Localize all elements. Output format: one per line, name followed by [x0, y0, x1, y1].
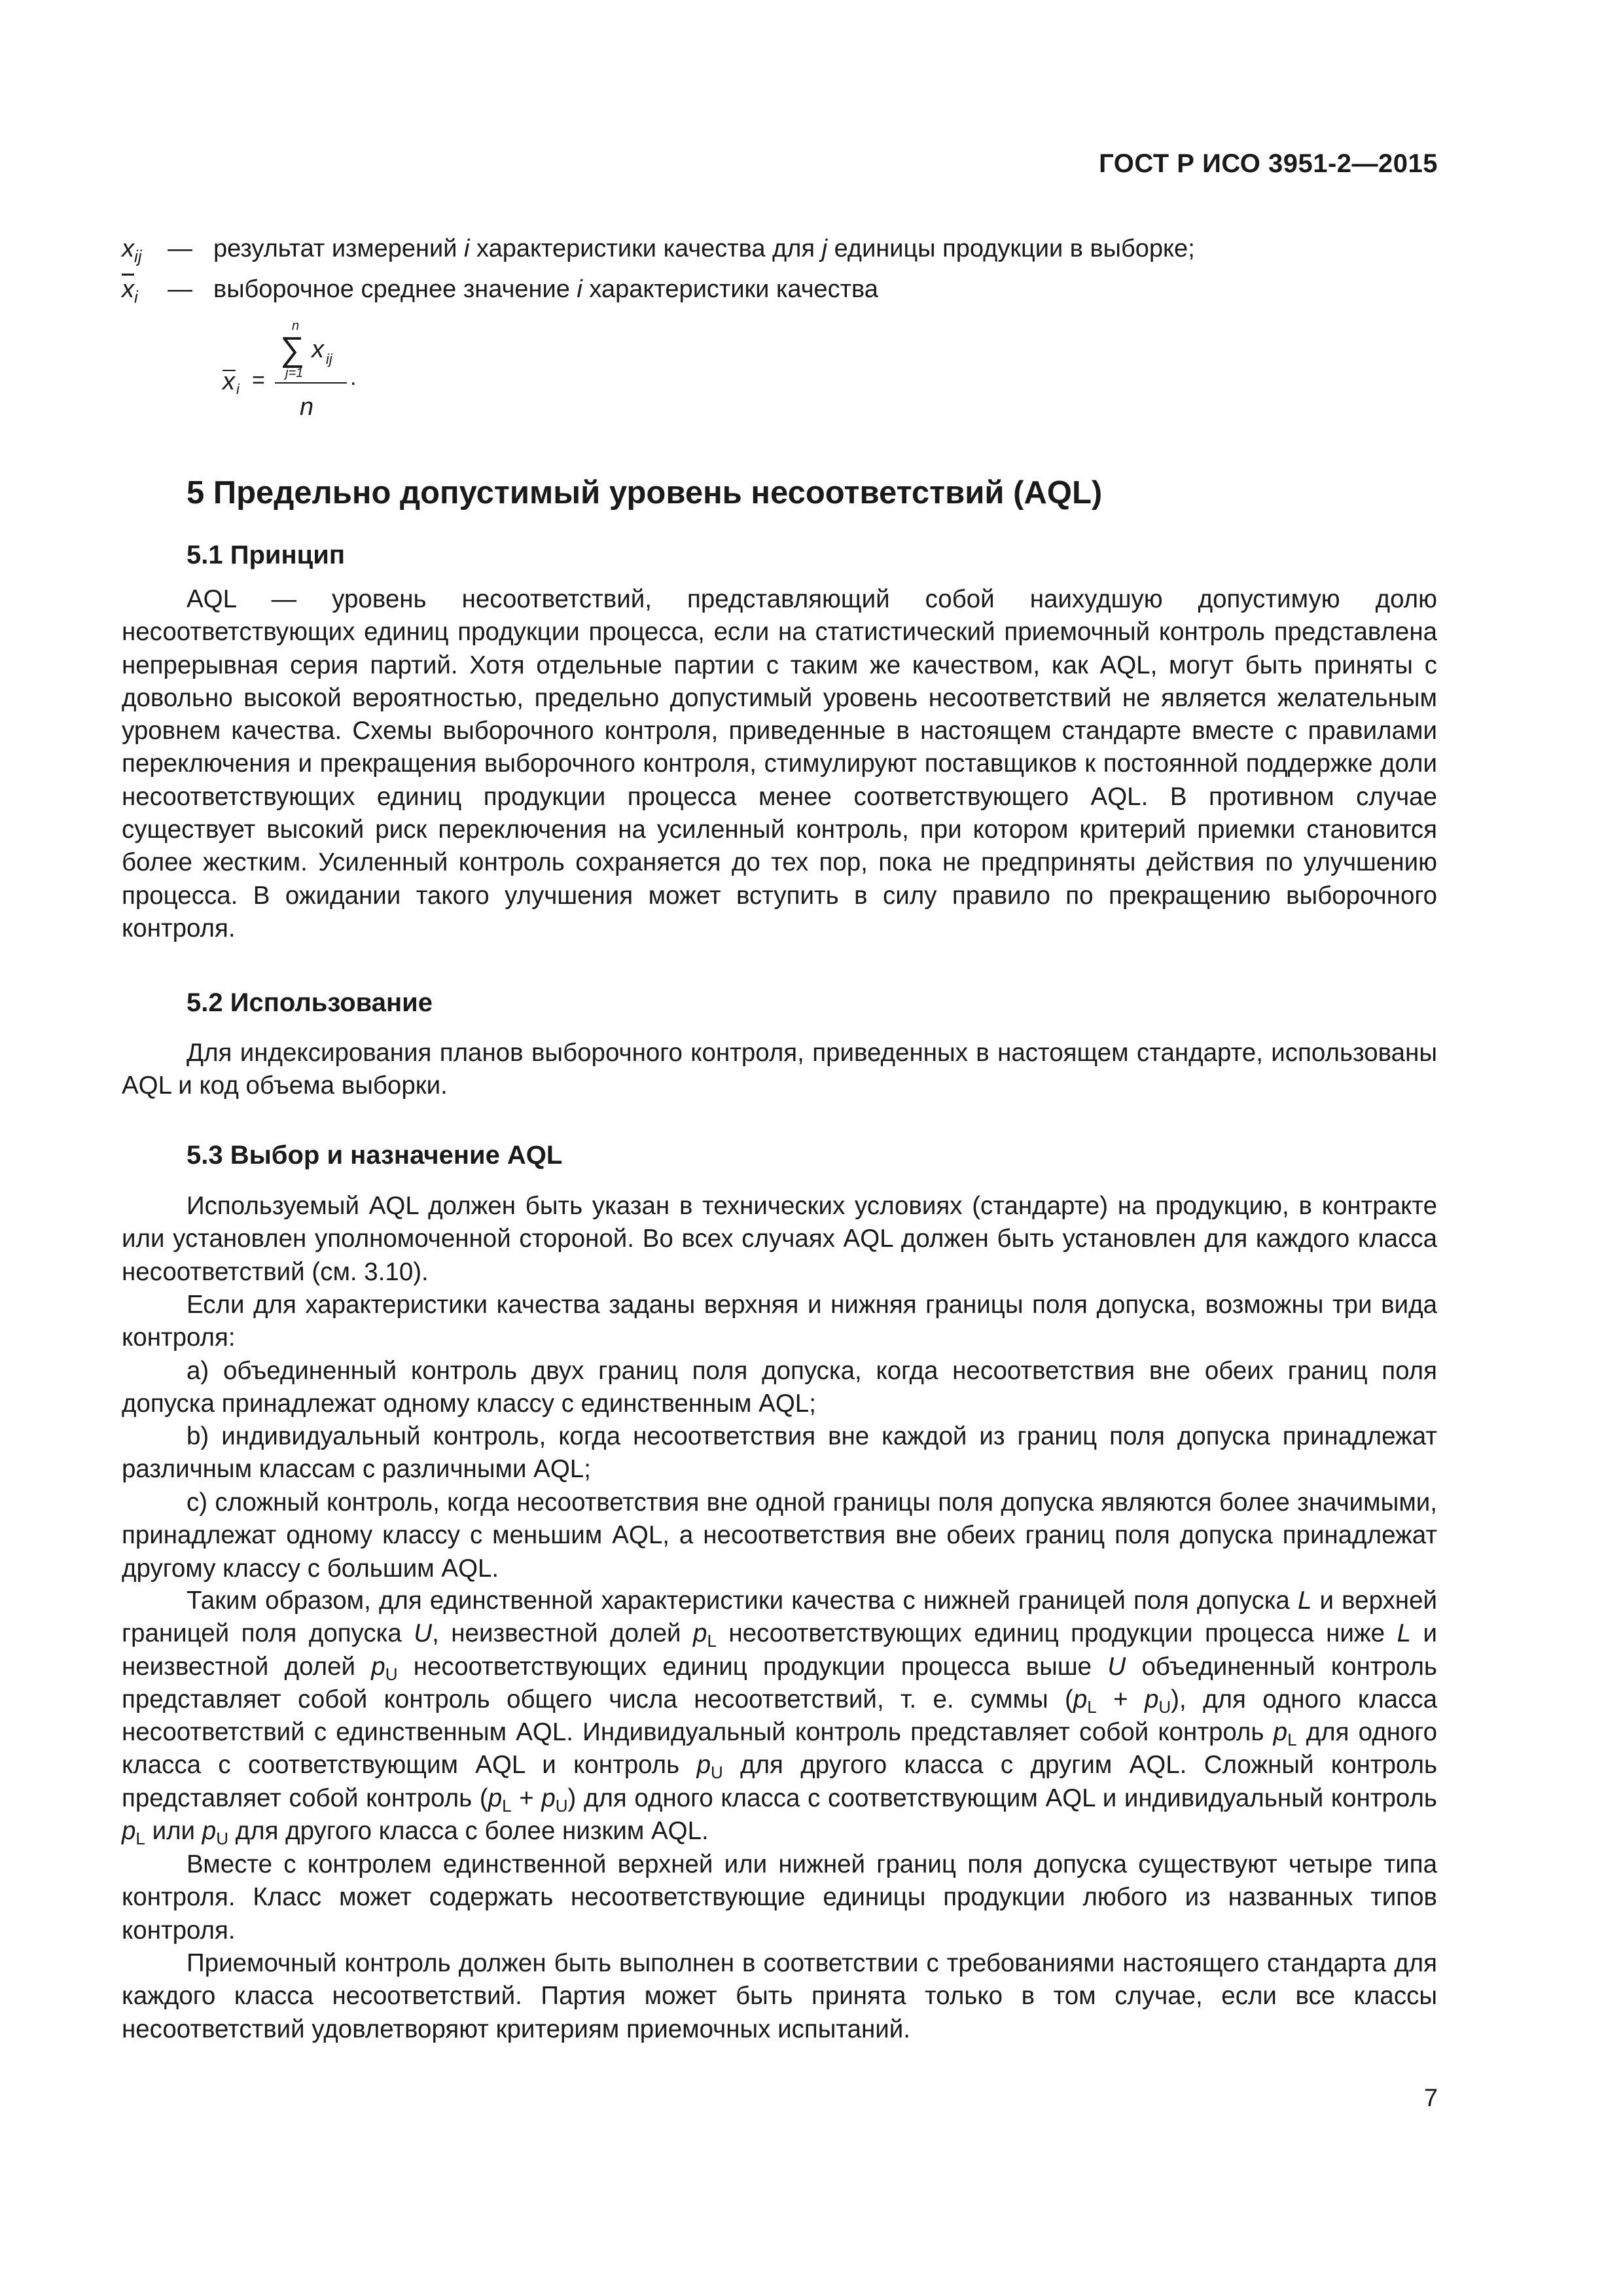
formula-sum-sign: ∑ [280, 331, 305, 368]
definition-text: выборочное среднее значение i характеристики качества [213, 275, 878, 303]
section-5-2-paragraph: Для индексирования планов выборочного контроля, приведенных в настоящем стандарте, использованы AQL и код объема выборки. [122, 1039, 1437, 1100]
definition-row [122, 232, 1437, 273]
symbol-definitions [122, 232, 1437, 313]
section-5-title: 5 Предельно допустимый уровень несоответствий (AQL) [187, 475, 1103, 511]
section-5-2-title: 5.2 Использование [187, 988, 433, 1017]
document-code: ГОСТ Р ИСО 3951-2—2015 [1099, 149, 1438, 178]
definition-dash: — [168, 235, 192, 262]
formula-equals: = [252, 368, 265, 393]
definition-symbol: $x_{ij}$ [122, 235, 142, 266]
formula-period: . [350, 365, 357, 390]
section-5-1-title: 5.1 Принцип [187, 541, 345, 569]
definition-dash: — [168, 275, 192, 303]
formula-sum-lower: j=1 [285, 366, 304, 380]
list-item-b: b) индивидуальный контроль, когда несоответствия вне каждой из границ поля допуска принадлежат различным классам с различными AQL; [122, 1422, 1437, 1484]
list-item-c: c) сложный контроль, когда несоответствия вне одной границы поля допуска являются более значимыми, принадлежат одному классу с меньшим AQL, а несоответствия вне обеих границ поля допуска принадлежат другому классу с большим AQL. [122, 1488, 1437, 1583]
section-5-3-paragraph-4: Вместе с контролем единственной верхней или нижней границ поля допуска существуют четыре типа контроля. Класс может содержать несоответствующие единицы продукции любого из названных типов контроля. [122, 1850, 1437, 1945]
formula-sum-upper: n [292, 319, 300, 333]
definition-symbol: $\overline{x}_i$ [122, 275, 138, 307]
formula-term-sub: ij [326, 351, 332, 367]
section-5-3-paragraph-2: Если для характеристики качества заданы верхняя и нижняя границы поля допуска, возможны три вида контроля: [122, 1291, 1437, 1352]
section-5-1-paragraph: AQL — уровень несоответствий, представляющий собой наихудшую допустимую долю несоответствующих единиц продукции процесса, если на статистический приемочный контроль представлена непрерывная серия партий. Хотя отдельные партии с таким же качеством, как AQL, могут быть приняты с довольно высокой вероятностью, предельно допустимый уровень несоответствий не является желательным уровнем качества. Схемы выборочного контроля, приведенные в настоящем стандарте вместе с правилами переключения и прекращения выборочного контроля, стимулируют поставщиков к постоянной поддержке доли несоответствующих единиц продукции процесса менее соответствующего AQL. В противном случае существует высокий риск переключения на усиленный контроль, при котором критерий приемки становится более жестким. Усиленный контроль сохраняется до тех пор, пока не предприняты действия по улучшению процесса. В ожидании такого улучшения может вступить в силу правило по прекращению выборочного контроля. [122, 585, 1437, 942]
page-number: 7 [1423, 2085, 1438, 2112]
formula-lhs: x [223, 368, 235, 395]
section-5-3-paragraph-3: Таким образом, для единственной характеристики качества с нижней границей поля допуска L и верхней границей поля допуска U, неизвестной долей $p_L$ несоответствующих единиц продукции процесса ниже L и неизвестной долей $p_U$ несоответствующих единиц продукции процесса выше U объединенный контроль представляет собой контроль общего числа несоответствий, т. е. суммы $(p_L + p_U)$, для одного класса несоответствий с единственным AQL. Индивидуальный контроль представляет собой контроль $p_L$ для одного класса с соответствующим AQL и контроль $p_U$ для другого класса с другим AQL. Сложный контроль представляет собой контроль $(p_L + p_U)$ для одного класса с соответствующим AQL и индивидуальный контроль $p_L$ или $p_U$ для другого класса с более низким AQL. [122, 1587, 1438, 1849]
formula-lhs-sub: i [236, 381, 240, 397]
formula-term: x [312, 336, 324, 363]
section-5-3-title: 5.3 Выбор и назначение AQL [187, 1141, 563, 1170]
definition-text: результат измерений i характеристики качества для j единицы продукции в выборке; [213, 235, 1195, 262]
section-5-3-paragraph-5: Приемочный контроль должен быть выполнен в соответствии с требованиями настоящего стандарта для каждого класса несоответствий. Партия может быть принята только в том случае, если все классы несоответствий удовлетворяют критериям приемочных испытаний. [122, 1949, 1437, 2043]
formula-denominator: n [300, 393, 314, 421]
definition-row [122, 273, 1437, 314]
section-5-3-paragraph-1: Используемый AQL должен быть указан в технических условиях (стандарте) на продукцию, в контракте или установлен уполномоченной стороной. Во всех случаях AQL должен быть установлен для каждого класса несоответствий (см. 3.10). [122, 1192, 1437, 1286]
mean-formula [216, 315, 386, 420]
list-item-a: a) объединенный контроль двух границ поля допуска, когда несоответствия вне обеих границ поля допуска принадлежат одному классу с единственным AQL; [122, 1357, 1437, 1418]
